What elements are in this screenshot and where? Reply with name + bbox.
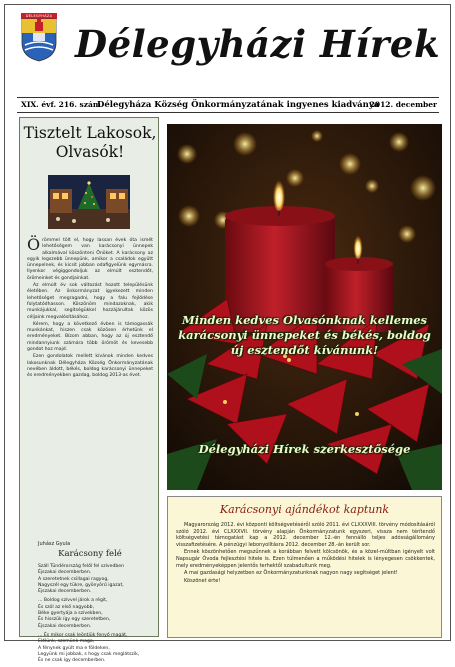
gift-article-body xyxy=(176,522,435,585)
gift-paragraph: Magyarország 2012. évi központi költségvetéséről szóló 2011. évi CLXXXVIII. törvény módosításáról szóló 2012. évi CLXXXVII. törvény alapján Önkormányzatunk egyszeri, vissza nem térítendő költségvetési támogatást kap a 2012. december 12.-én fennálló teljes adósságállomány visszafizetésére. A pénzügyi lebonyolításra 2012. december 28.-án került sor. xyxy=(176,522,435,548)
poem-body xyxy=(38,564,156,667)
gift-paragraph: Köszönet érte! xyxy=(184,577,221,584)
issue-tagline: Délegyháza Község Önkormányzatának ingyenes kiadványa xyxy=(97,100,380,110)
gift-paragraph: Ennek köszönhetően megszűnnek a korábban felvett kölcsönök, és a közel-múltban igényelt volt Napsugár Óvoda fejlesztési hitele is. Ezen túlmenően a működési hitelek is lényegesen csökkentek, mely eredményeképpen jelentős terhektől szabadultunk meg. xyxy=(176,549,435,569)
gift-article-title: Karácsonyi ajándékot kaptunk xyxy=(219,503,390,516)
issue-date: 2012. december xyxy=(369,100,437,109)
holiday-greeting-caption: Minden kedves Olvasónknak kellemes karácsonyi ünnepeket és békés, boldog új esztendőt kívánunk! xyxy=(178,313,431,357)
poem-stanza: ... Boldog szívvel járok a régit, És szól az első nagyobb, Béke gyertyája a szívekben, És hisszük így egy szeretetben, Éjszakai decemberben. xyxy=(38,598,111,629)
crest-label: DÉLEGYHÁZA xyxy=(21,13,57,19)
editorial-signoff: Délegyházi Hírek szerkesztősége xyxy=(198,442,411,456)
greeting-paragraph: Ezen gondolatok mellett kívánok minden kedves lakosunknak Délegyháza Község Önkormányzatának nevében áldott, békés, boldog karácsonyi ünnepeket és eredményekben gazdag, boldog 2013-as évet. xyxy=(27,354,153,379)
greeting-paragraph: römmel tölt el, hogy lassan évek óta ismét lehetőségem van karácsonyi ünnepek alkalmával köszönteni Önöket. A karácsony az egyik legszebb ünnepünk, amikor a családok együtt ünnepelnek, és kicsit jobban odafigyelünk egymásra. Ilyenkor végiggondoljuk az elmúlt esztendőt, örömeinket és gondjainkat. xyxy=(27,238,153,281)
greeting-title: Tisztelt Lakosok, Olvasók! xyxy=(23,124,157,161)
greeting-body xyxy=(27,235,153,381)
greeting-dropcap: Ö xyxy=(27,235,41,254)
greeting-signature: Juhász Gyula xyxy=(38,541,71,547)
mayor-greeting-column xyxy=(19,117,159,664)
newsletter-title: Délegyházi Hírek xyxy=(75,22,441,66)
issue-volume: XIX. évf. 216. szám xyxy=(21,100,101,109)
village-crest xyxy=(21,13,57,61)
newsletter-page xyxy=(4,4,451,664)
gift-article xyxy=(167,496,442,638)
poem-title: Karácsony felé xyxy=(58,549,122,559)
poem-stanza: Száll Tündérország felől fel szívedben Éjszakai decemberben. A szeretetnek csillagai ragyog, Nagyszél egy tükre, gyönyörű igazat, Éjszakai decemberben. xyxy=(38,564,125,595)
issue-bar xyxy=(17,97,439,113)
greeting-paragraph: Kérem, hogy a következő évben is támogassák munkánkat, hiszen csak közösen érhetünk el eredményeket. Bízom abban, hogy az új esztendő mindannyiunk számára több örömöt és kevesebb gondot hoz majd. xyxy=(27,321,153,353)
christmas-market-image xyxy=(48,175,130,229)
gift-paragraph: A mai gazdasági helyzetben ez Önkormányzatunknak nagyon nagy segítséget jelent! xyxy=(184,570,398,577)
poem-stanza: ... És mikor csak leöntjük fenyő magát, Előlünk, szemünk maga, A fénynek gyúlt ma e földeken, Legyünk mi jobbak, s hogy csak meglátszik, És ne csak így decemberben. xyxy=(38,632,140,664)
christmas-candles-image xyxy=(167,124,442,490)
candles-illustration xyxy=(167,124,442,490)
greeting-paragraph: Az elmúlt év sok változást hozott településünk életében. Az önkormányzat igyekezett minden lehetőséget megragadni, hogy a falu fejlődése folytatódhasson. Köszönöm mindazoknak, akik munkájukkal, segítségükkel hozzájárultak közös céljaink megvalósításához. xyxy=(27,283,153,320)
coat-of-arms-icon xyxy=(21,19,57,61)
